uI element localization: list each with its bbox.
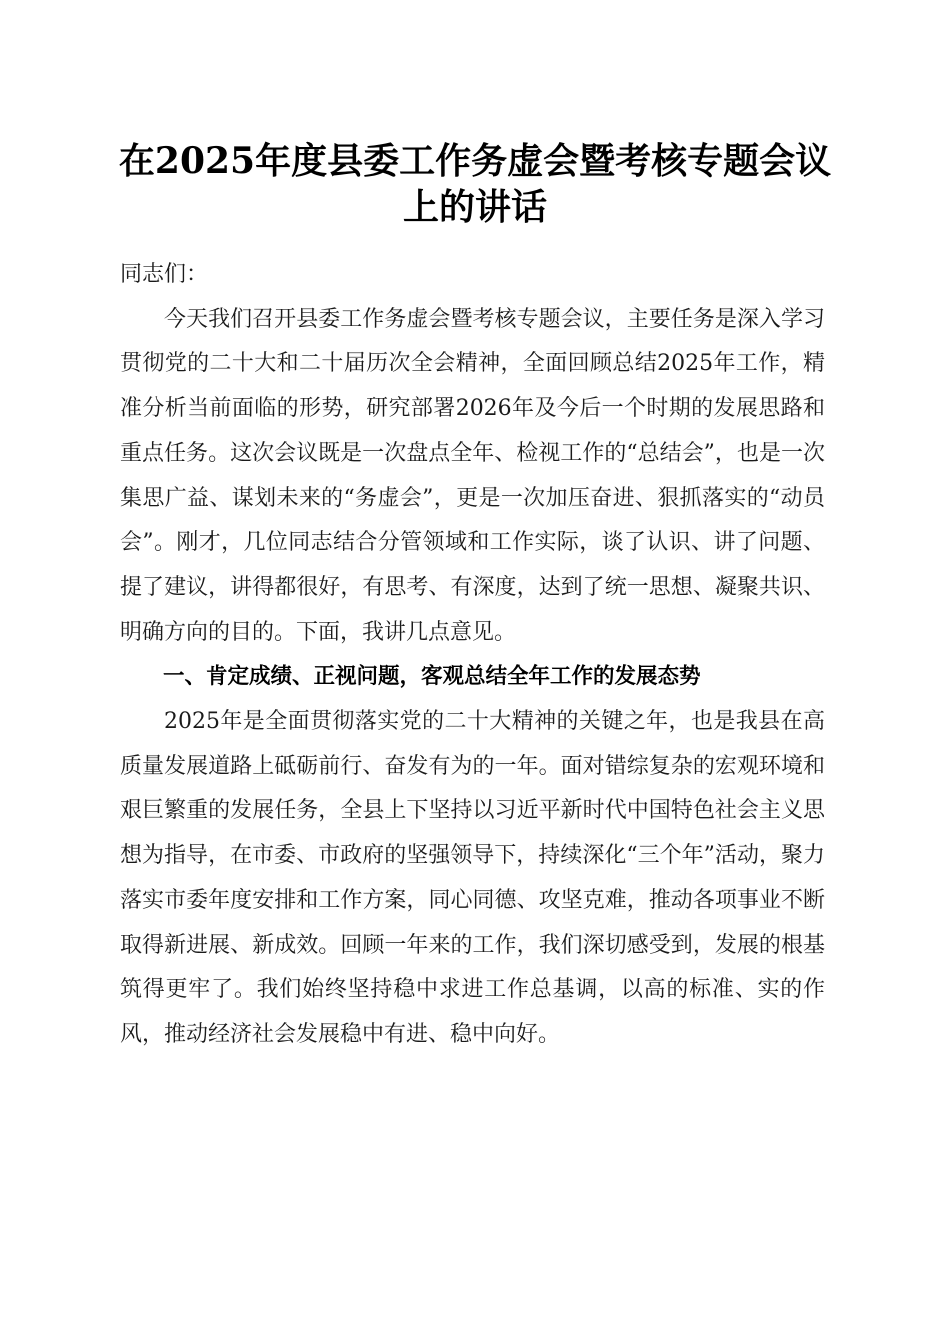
paragraph-review: 2025年是全面贯彻落实党的二十大精神的关键之年，也是我县在高质量发展道路上砥砺前行、奋发有为的一年。面对错综复杂的宏观环境和艰巨繁重的发展任务，全县上下坚持以习近平新时代中国特色社会主义思想为指导，在市委、市政府的坚强领导下，持续深化“三个年”活动，聚力落实市委年度安排和工作方案，同心同德、攻坚克难，推动各项事业不断取得新进展、新成效。回顾一年来的工作，我们深切感受到，发展的根基筑得更牢了。我们始终坚持稳中求进工作总基调，以高的标准、实的作风，推动经济社会发展稳中有进、稳中向好。 (120, 709, 825, 1047)
document-title-line-2: 上的讲话 (402, 186, 547, 228)
paragraph-intro: 今天我们召开县委工作务虚会暨考核专题会议，主要任务是深入学习贯彻党的二十大和二十届历次全会精神，全面回顾总结2025年工作，精准分析当前面临的形势，研究部署2026年及今后一个时期的发展思路和重点任务。这次会议既是一次盘点全年、检视工作的“总结会”，也是一次集思广益、谋划未来的“务虚会”，更是一次加压奋进、狠抓落实的“动员会”。刚才，几位同志结合分管领域和工作实际，谈了认识、讲了问题、提了建议，讲得都很好，有思考、有深度，达到了统一思想、凝聚共识、明确方向的目的。下面，我讲几点意见。 (120, 306, 825, 645)
salutation: 同志们： (120, 262, 209, 287)
section-heading-1: 一、肯定成绩、正视问题，客观总结全年工作的发展态势 (163, 664, 701, 690)
document-body (120, 253, 825, 1058)
document-title-line-1: 在2025年度县委工作务虚会暨考核专题会议 (118, 140, 832, 182)
